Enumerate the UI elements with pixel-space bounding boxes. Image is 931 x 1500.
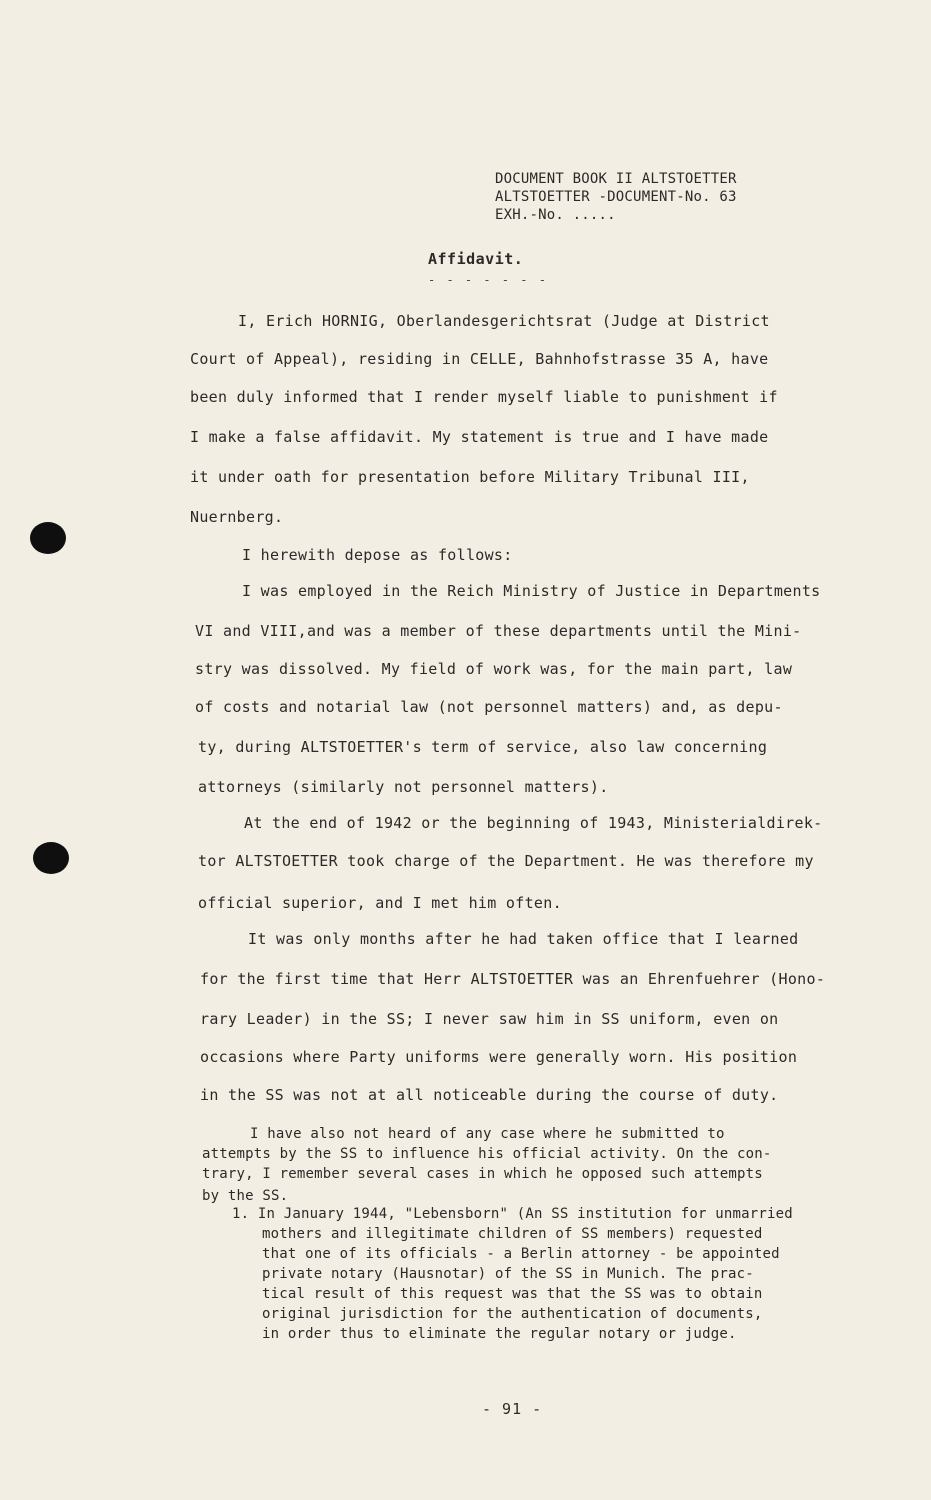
numbered-item-line: original jurisdiction for the authentication of documents, <box>262 1306 763 1322</box>
punch-hole-top <box>30 522 66 554</box>
body-line-small: by the SS. <box>202 1188 289 1204</box>
body-line: VI and VIII,and was a member of these departments until the Mini- <box>195 622 802 640</box>
numbered-item-line: private notary (Hausnotar) of the SS in Munich. The prac- <box>262 1266 754 1282</box>
body-line: for the first time that Herr ALTSTOETTER was an Ehrenfuehrer (Hono- <box>200 970 826 988</box>
header-line-book: DOCUMENT BOOK II ALTSTOETTER <box>495 171 737 187</box>
body-line: Court of Appeal), residing in CELLE, Bahnhofstrasse 35 A, have <box>190 350 769 368</box>
document-header <box>495 170 737 224</box>
body-line: tor ALTSTOETTER took charge of the Department. He was therefore my <box>198 852 814 870</box>
title-underline: - - - - - - - <box>428 273 548 287</box>
body-line: I was employed in the Reich Ministry of Justice in Departments <box>242 582 821 600</box>
body-line: attorneys (similarly not personnel matters). <box>198 778 609 796</box>
body-line-small: attempts by the SS to influence his official activity. On the con- <box>202 1146 772 1162</box>
page-title: Affidavit. <box>428 250 524 268</box>
body-line: I, Erich HORNIG, Oberlandesgerichtsrat (Judge at District <box>238 312 770 330</box>
header-line-exhibit: EXH.-No. ..... <box>495 207 616 223</box>
body-line: official superior, and I met him often. <box>198 894 562 912</box>
body-line: occasions where Party uniforms were generally worn. His position <box>200 1048 798 1066</box>
body-line: stry was dissolved. My field of work was, for the main part, law <box>195 660 793 678</box>
body-line: At the end of 1942 or the beginning of 1943, Ministerialdirek- <box>244 814 823 832</box>
body-line-small: trary, I remember several cases in which he opposed such attempts <box>202 1166 763 1182</box>
numbered-item-line: in order thus to eliminate the regular notary or judge. <box>262 1326 737 1342</box>
body-line: I herewith depose as follows: <box>242 546 513 564</box>
body-line: been duly informed that I render myself liable to punishment if <box>190 388 778 406</box>
numbered-item-line: tical result of this request was that the SS was to obtain <box>262 1286 763 1302</box>
body-line: ty, during ALTSTOETTER's term of service, also law concerning <box>198 738 768 756</box>
numbered-item-line: that one of its officials - a Berlin attorney - be appointed <box>262 1246 780 1262</box>
page-number: - 91 - <box>482 1400 543 1418</box>
body-line: Nuernberg. <box>190 508 284 526</box>
header-line-document: ALTSTOETTER -DOCUMENT-No. 63 <box>495 189 737 205</box>
numbered-item-line: 1. In January 1944, "Lebensborn" (An SS institution for unmarried <box>232 1206 793 1222</box>
body-line: I make a false affidavit. My statement is true and I have made <box>190 428 769 446</box>
body-line: rary Leader) in the SS; I never saw him in SS uniform, even on <box>200 1010 779 1028</box>
body-line: in the SS was not at all noticeable during the course of duty. <box>200 1086 779 1104</box>
punch-hole-bottom <box>33 842 69 874</box>
body-line: of costs and notarial law (not personnel matters) and, as depu- <box>195 698 783 716</box>
body-line-small: I have also not heard of any case where he submitted to <box>250 1126 725 1142</box>
body-line: It was only months after he had taken office that I learned <box>248 930 799 948</box>
numbered-item-line: mothers and illegitimate children of SS members) requested <box>262 1226 763 1242</box>
body-line: it under oath for presentation before Military Tribunal III, <box>190 468 750 486</box>
